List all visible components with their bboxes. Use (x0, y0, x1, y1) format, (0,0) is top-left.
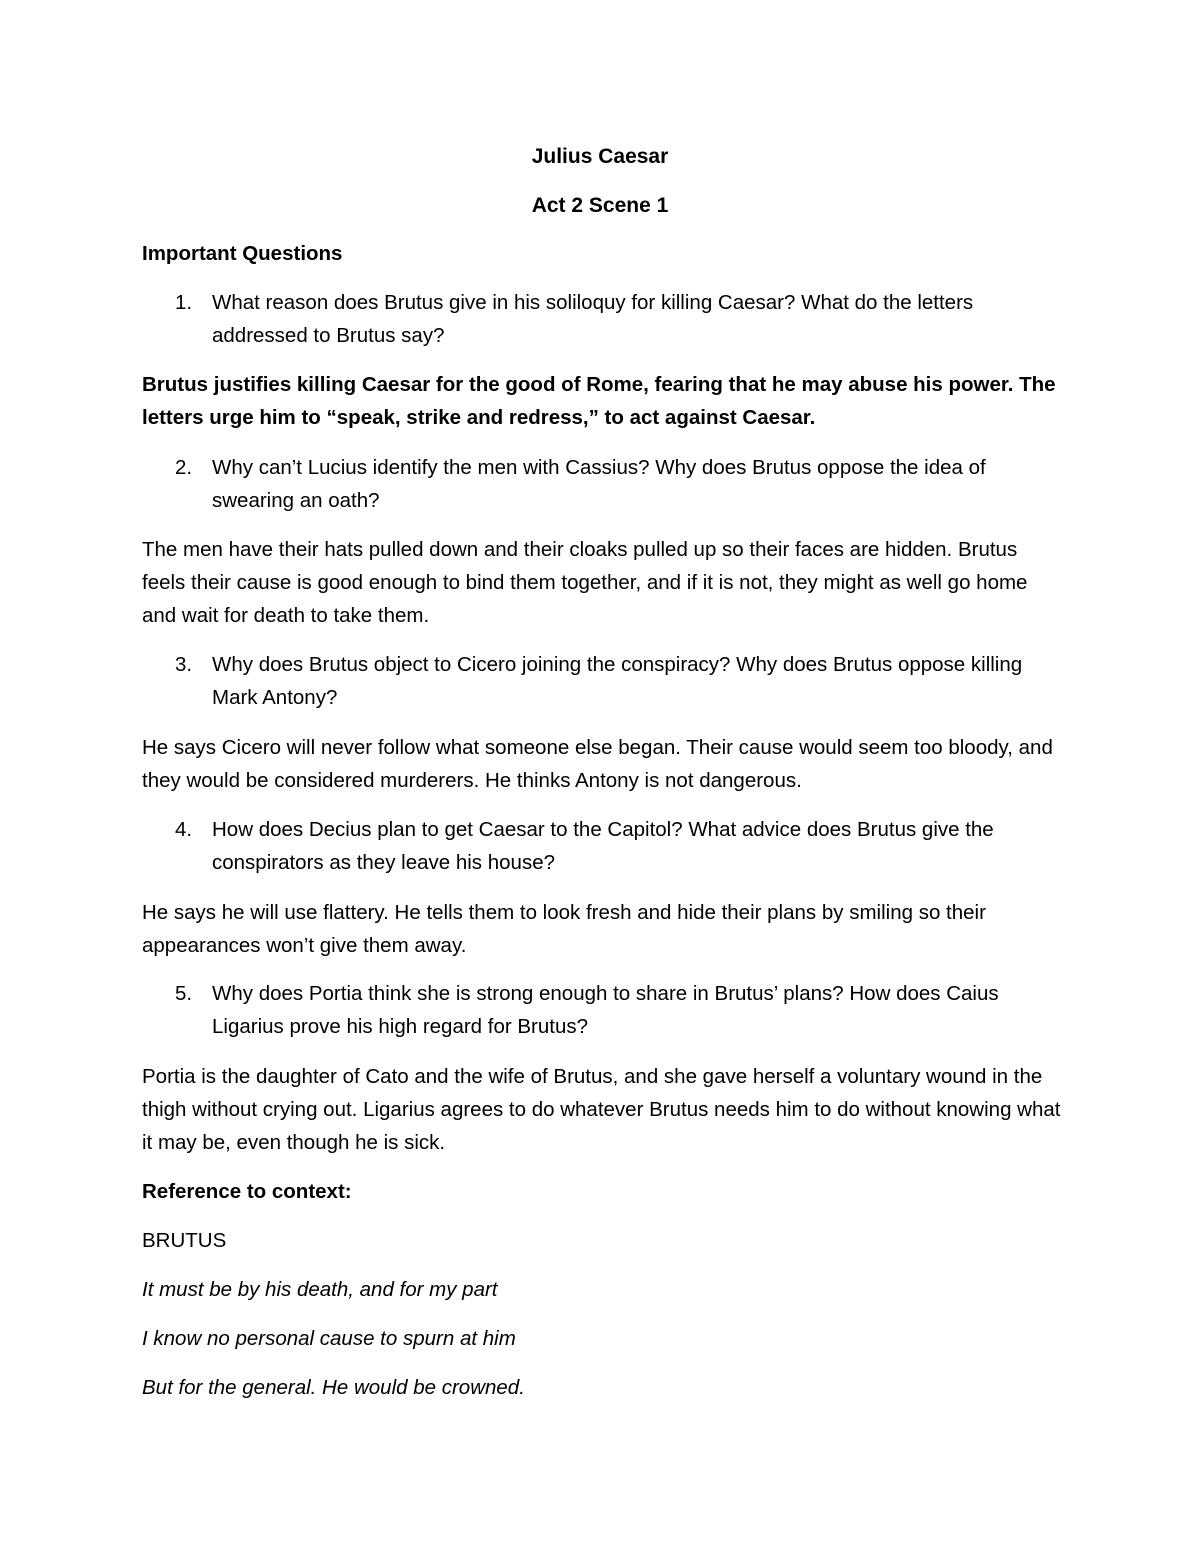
question-text: Why does Portia think she is strong enough to share in Brutus’ plans? How does Caius Ligarius prove his high regard for Brutus? (212, 982, 999, 1038)
answer-4: He says he will use flattery. He tells them to look fresh and hide their plans by smiling so their appearances won’t give them away. (142, 901, 986, 957)
answer-3: He says Cicero will never follow what someone else began. Their cause would seem too bloody, and they would be considered murderers. He thinks Antony is not dangerous. (142, 736, 1053, 792)
document-title: Julius Caesar (531, 145, 669, 168)
question-5 (142, 977, 1062, 1043)
answer-2: The men have their hats pulled down and their cloaks pulled up so their faces are hidden. Brutus feels their cause is good enough to bind them together, and if it is not, they might as well go home and wait for death to take them. (142, 538, 1028, 627)
section-heading: Important Questions (142, 242, 343, 265)
reference-speaker: BRUTUS (142, 1229, 227, 1252)
question-4 (142, 813, 1062, 879)
quote-line-2: I know no personal cause to spurn at him (142, 1327, 516, 1350)
question-3 (142, 648, 1062, 714)
question-number: 4. (175, 818, 193, 841)
question-2 (142, 451, 1062, 517)
question-text: Why can’t Lucius identify the men with Cassius? Why does Brutus oppose the idea of swearing an oath? (212, 456, 986, 512)
question-text: How does Decius plan to get Caesar to the Capitol? What advice does Brutus give the conspirators as they leave his house? (212, 818, 994, 874)
question-number: 3. (175, 653, 193, 676)
question-text: Why does Brutus object to Cicero joining the conspiracy? Why does Brutus oppose killing Mark Antony? (212, 653, 1023, 709)
answer-5: Portia is the daughter of Cato and the wife of Brutus, and she gave herself a voluntary wound in the thigh without crying out. Ligarius agrees to do whatever Brutus needs him to do without knowing what it may be, even though he is sick. (142, 1065, 1061, 1154)
answer-1: Brutus justifies killing Caesar for the good of Rome, fearing that he may abuse his power. The letters urge him to “speak, strike and redress,” to act against Caesar. (142, 373, 1056, 429)
question-text: What reason does Brutus give in his soliloquy for killing Caesar? What do the letters addressed to Brutus say? (212, 291, 974, 347)
reference-heading: Reference to context: (142, 1180, 352, 1203)
quote-line-1: It must be by his death, and for my part (142, 1278, 498, 1301)
question-number: 5. (175, 982, 193, 1005)
question-number: 2. (175, 456, 193, 479)
question-1 (142, 286, 1062, 352)
question-number: 1. (175, 291, 193, 314)
document-subtitle: Act 2 Scene 1 (531, 194, 669, 217)
quote-line-3: But for the general. He would be crowned. (142, 1376, 525, 1399)
